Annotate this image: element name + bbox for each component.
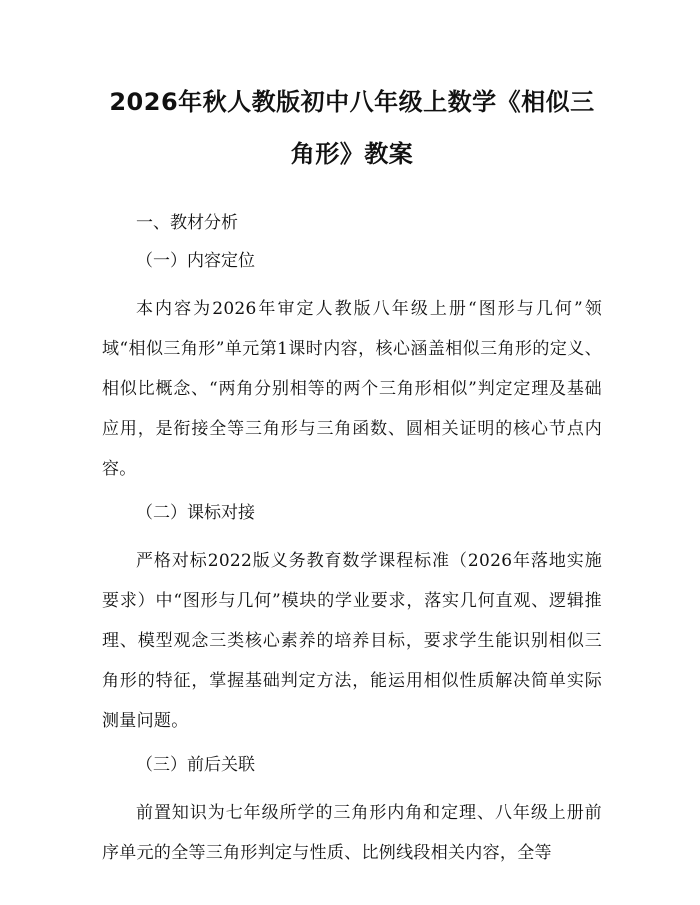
paragraph-curriculum-alignment: 严格对标2022版义务教育数学课程标准（2026年落地实施要求）中“图形与几何”模块的学业要求，落实几何直观、逻辑推理、模型观念三类核心素养的培养目标，要求学生能识别相似三角形的特征，掌握基础判定方法，能运用相似性质解决简单实际测量问题。: [102, 551, 602, 731]
subsection-heading-curriculum-alignment: （二）课标对接: [136, 503, 255, 523]
subsection-heading-prior-and-follow-up: （三）前后关联: [136, 755, 255, 775]
subsection-heading-content-positioning: （一）内容定位: [136, 251, 255, 271]
paragraph-prior-and-follow-up: 前置知识为七年级所学的三角形内角和定理、八年级上册前序单元的全等三角形判定与性质、比例线段相关内容，全等: [102, 803, 602, 863]
document-title: 2026年秋人教版初中八年级上数学《相似三角形》教案: [109, 88, 595, 168]
section-heading-textbook-analysis: 一、教材分析: [136, 213, 238, 233]
paragraph-content-positioning: 本内容为2026年审定人教版八年级上册“图形与几何”领域“相似三角形”单元第1课时内容，核心涵盖相似三角形的定义、相似比概念、“两角分别相等的两个三角形相似”判定定理及基础应用，是衔接全等三角形与三角函数、圆相关证明的核心节点内容。: [102, 299, 602, 479]
